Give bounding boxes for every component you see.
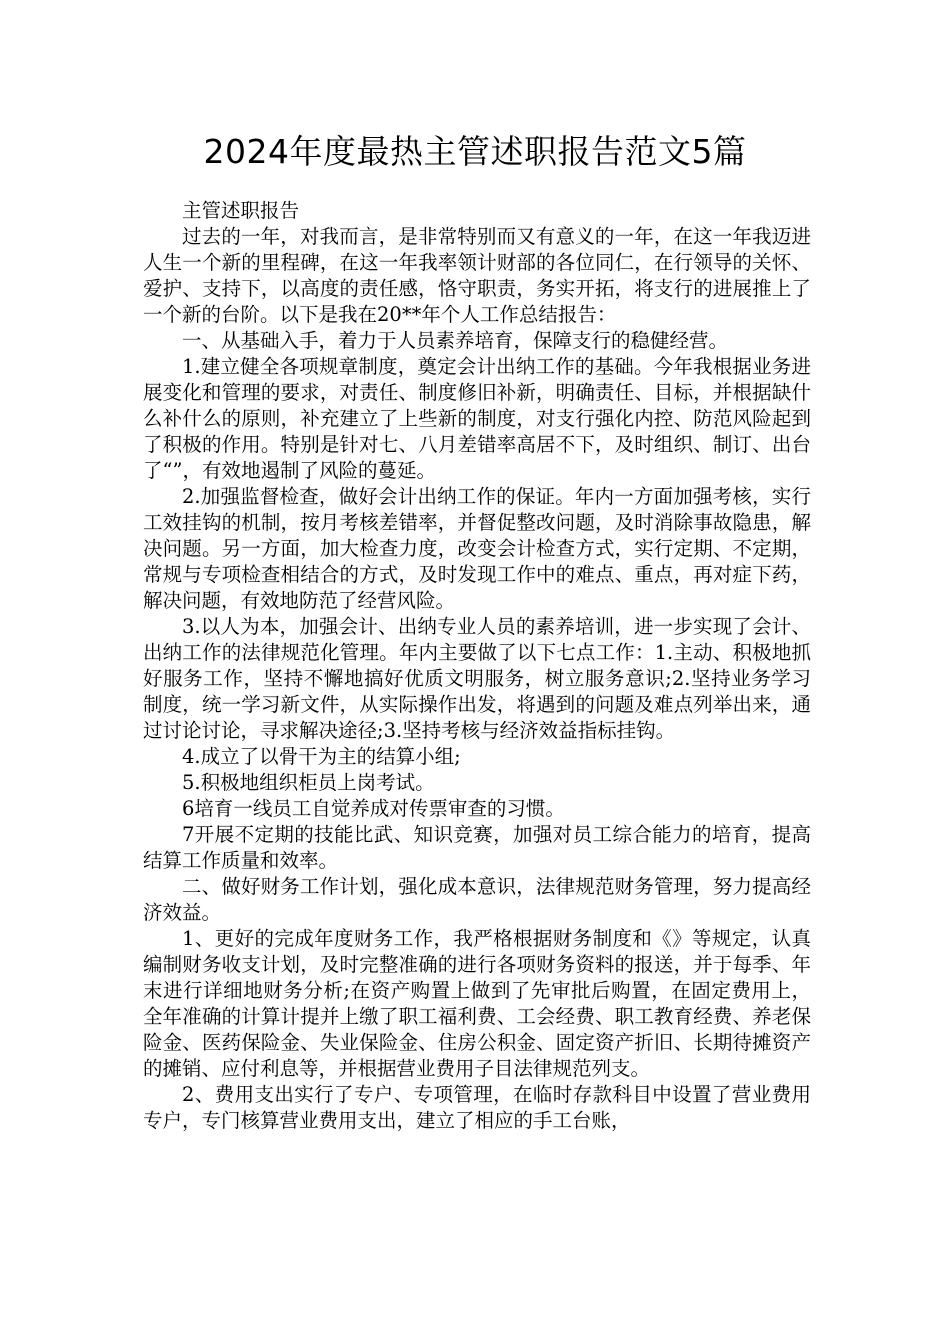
- paragraph: 7开展不定期的技能比武、知识竞赛，加强对员工综合能力的培育，提高结算工作质量和效率。: [143, 823, 811, 872]
- paragraph: 4.成立了以骨干为主的结算小组;: [182, 745, 461, 768]
- paragraph: 过去的一年，对我而言，是非常特别而又有意义的一年，在这一年我迈进人生一个新的里程碑，在这一年我率领计财部的各位同仁，在行领导的关怀、爱护、支持下，以高度的责任感，恪守职责，务实开拓，将支行的进展推上了一个新的台阶。以下是我在20**年个人工作总结报告：: [143, 225, 811, 326]
- paragraph: 2、费用支出实行了专户、专项管理，在临时存款科目中设置了营业费用专户，专门核算营业费用支出，建立了相应的手工台账，: [143, 1083, 811, 1132]
- paragraph: 2.加强监督检查，做好会计出纳工作的保证。年内一方面加强考核，实行工效挂钩的机制，按月考核差错率，并督促整改问题，及时消除事故隐患，解决问题。另一方面，加大检查力度，改变会计检查方式，实行定期、不定期，常规与专项检查相结合的方式，及时发现工作中的难点、重点，再对症下药，解决问题，有效地防范了经营风险。: [143, 485, 811, 612]
- paragraph: 一、从基础入手，着力于人员素养培育，保障支行的稳健经营。: [182, 329, 729, 352]
- paragraph: 二、做好财务工作计划，强化成本意识，法律规范财务管理，努力提高经济效益。: [143, 875, 811, 924]
- paragraph: 1、更好的完成年度财务工作，我严格根据财务制度和《》等规定，认真编制财务收支计划，及时完整准确的进行各项财务资料的报送，并于每季、年末进行详细地财务分析;在资产购置上做到了先审批后购置，在固定费用上，全年准确的计算计提并上缴了职工福利费、工会经费、职工教育经费、养老保险金、医药保险金、失业保险金、住房公积金、固定资产折旧、长期待摊资产的摊销、应付利息等，并根据营业费用子目法律规范列支。: [143, 927, 811, 1080]
- document-body: [143, 198, 811, 1134]
- paragraph: 3.以人为本，加强会计、出纳专业人员的素养培训，进一步实现了会计、出纳工作的法律规范化管理。年内主要做了以下七点工作：1.主动、积极地抓好服务工作，坚持不懈地搞好优质文明服务，树立服务意识;2.坚持业务学习制度，统一学习新文件，从实际操作出发，将遇到的问题及难点列举出来，通过讨论讨论，寻求解决途径;3.坚持考核与经济效益指标挂钩。: [143, 615, 811, 742]
- document-title: 2024年度最热主管述职报告范文5篇: [203, 132, 747, 171]
- paragraph: 1.建立健全各项规章制度，奠定会计出纳工作的基础。今年我根据业务进展变化和管理的要求，对责任、制度修旧补新，明确责任、目标，并根据缺什么补什么的原则，补充建立了上些新的制度，对支行强化内控、防范风险起到了积极的作用。特别是针对七、八月差错率高居不下，及时组织、制订、出台了“”，有效地遏制了风险的蔓延。: [143, 355, 811, 482]
- paragraph: 5.积极地组织柜员上岗考试。: [182, 771, 435, 794]
- paragraph: 主管述职报告: [182, 199, 300, 222]
- paragraph: 6培育一线员工自觉养成对传票审查的习惯。: [182, 797, 565, 820]
